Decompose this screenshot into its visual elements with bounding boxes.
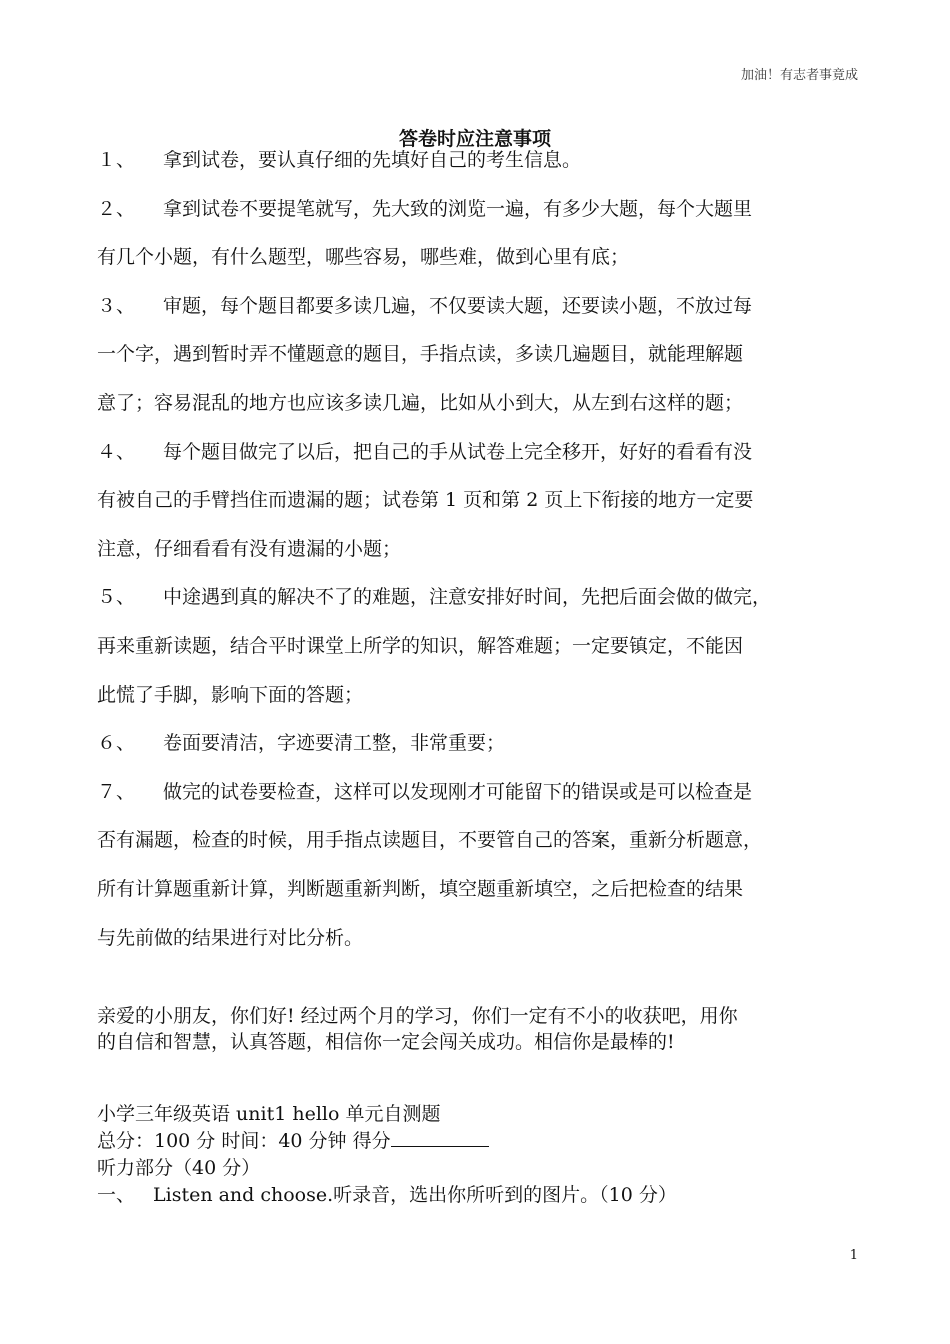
tip-line: [97, 145, 877, 194]
intro-paragraph: [97, 1003, 887, 1055]
tip-text: 意了；容易混乱的地方也应该多读几遍，比如从小到大，从左到右这样的题；: [97, 391, 744, 414]
tip-number: ３、: [97, 294, 136, 317]
tips-list: [97, 145, 877, 971]
tip-text: 有几个小题，有什么题型，哪些容易，哪些难，做到心里有底；: [97, 246, 630, 269]
score-blank[interactable]: [391, 1128, 489, 1147]
tip-number: ６、: [97, 732, 136, 755]
score-line-text: 总分：100 分 时间：40 分钟 得分: [97, 1130, 391, 1152]
section-instructions: Listen and choose.听录音，选出你所听到的图片。（10 分）: [153, 1184, 677, 1206]
tip-line: [97, 194, 877, 243]
page-title: 答卷时应注意事项: [398, 128, 551, 150]
section-one: [97, 1182, 887, 1209]
tip-line: [97, 582, 877, 631]
tip-text: 每个题目做完了以后，把自己的手从试卷上完全移开，好好的看看有没: [163, 440, 753, 463]
tip-text: 此慌了手脚，影响下面的答题；: [97, 683, 364, 706]
tip-text: 拿到试卷，要认真仔细的先填好自己的考生信息。: [163, 149, 582, 171]
tip-text: 中途遇到真的解决不了的难题，注意安排好时间，先把后面会做的做完，: [163, 586, 772, 609]
tip-text: 与先前做的结果进行对比分析。: [97, 926, 364, 949]
tip-line: [97, 291, 877, 340]
tip-text: 拿到试卷不要提笔就写，先大致的浏览一遍，有多少大题，每个大题里: [163, 197, 753, 220]
page-number: 1: [849, 1248, 858, 1263]
quiz-header: [97, 1101, 887, 1209]
tip-text: 一个字，遇到暂时弄不懂题意的题目，手指点读，多读几遍题目，就能理解题: [97, 343, 744, 366]
tip-text: 否有漏题，检查的时候，用手指点读题目，不要管自己的答案，重新分析题意，: [97, 829, 763, 852]
tip-text: 做完的试卷要检查，这样可以发现刚才可能留下的错误或是可以检查是: [163, 780, 753, 803]
section-number: 一、: [97, 1184, 136, 1206]
tip-number: ７、: [97, 780, 136, 803]
tip-line: [97, 339, 877, 388]
tip-line: [97, 680, 877, 729]
tip-text: 再来重新读题，结合平时课堂上所学的知识，解答难题；一定要镇定，不能因: [97, 634, 744, 657]
header-motto: 加油！有志者事竟成: [740, 68, 858, 83]
tip-line: [97, 874, 877, 923]
tip-number: ５、: [97, 586, 136, 609]
tip-line: [97, 825, 877, 874]
tip-text: 有被自己的手臂挡住而遗漏的题；试卷第 1 页和第 2 页上下衔接的地方一定要: [97, 489, 754, 512]
test-title: 小学三年级英语 unit1 hello 单元自测题: [97, 1103, 441, 1125]
tip-line: [97, 923, 877, 972]
tip-text: 所有计算题重新计算，判断题重新判断，填空题重新填空，之后把检查的结果: [97, 877, 744, 900]
tip-text: 审题，每个题目都要多读几遍，不仅要读大题，还要读小题，不放过每: [163, 294, 753, 317]
tip-line: [97, 631, 877, 680]
tip-text: 注意，仔细看看有没有遗漏的小题；: [97, 537, 402, 560]
intro-line: 的自信和智慧，认真答题，相信你一定会闯关成功。相信你是最棒的!: [97, 1031, 675, 1053]
tip-number: １、: [97, 149, 136, 171]
tip-line: [97, 777, 877, 826]
tip-text: 卷面要清洁，字迹要清工整，非常重要；: [163, 732, 506, 755]
tip-line: [97, 534, 877, 583]
listening-heading: 听力部分（40 分）: [97, 1157, 261, 1179]
tip-line: [97, 388, 877, 437]
tip-number: ２、: [97, 197, 136, 220]
tip-line: [97, 242, 877, 291]
tip-line: [97, 728, 877, 777]
tip-line: [97, 485, 877, 534]
score-line: [97, 1128, 887, 1155]
intro-line: 亲爱的小朋友，你们好! 经过两个月的学习，你们一定有不小的收获吧，用你: [97, 1005, 738, 1027]
tip-number: ４、: [97, 440, 136, 463]
tip-line: [97, 437, 877, 486]
